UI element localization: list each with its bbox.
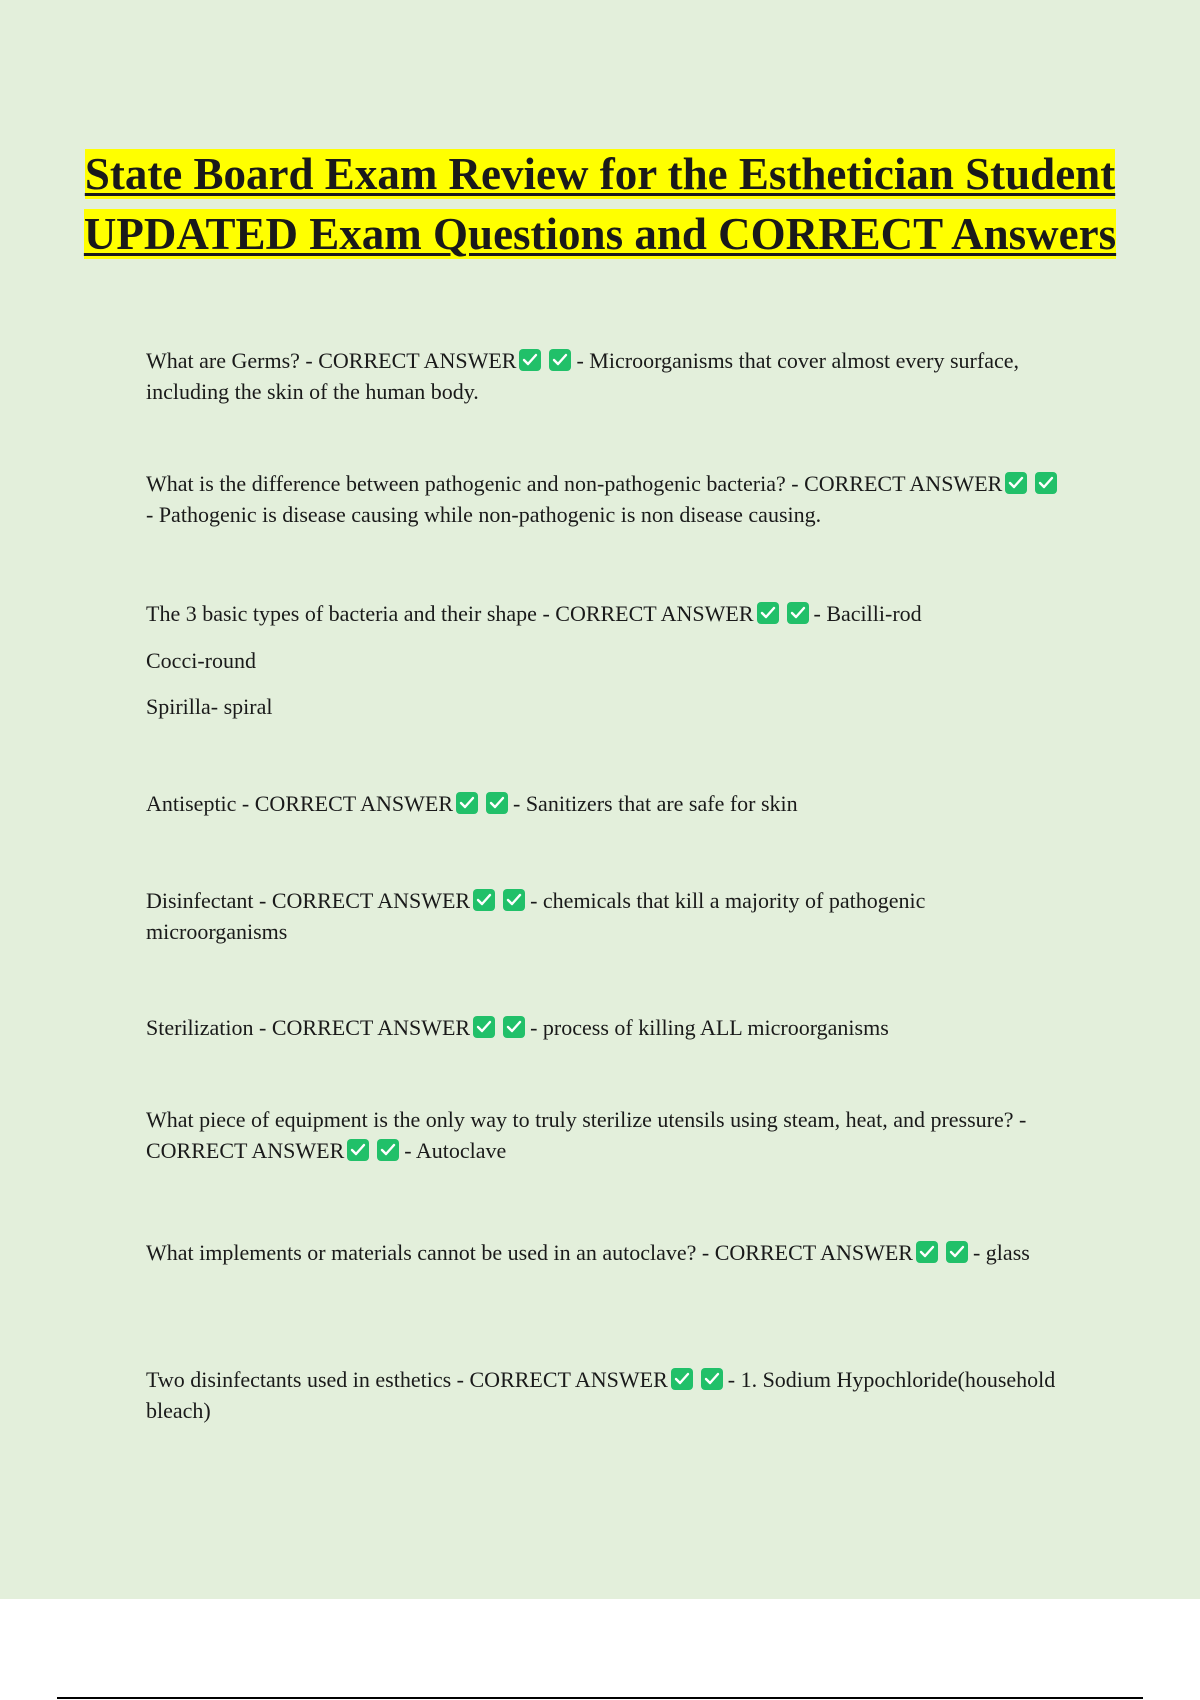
check-icon — [503, 889, 525, 911]
answer-text: - 1. Sodium Hypochloride(household bleach) — [146, 1367, 1056, 1423]
qa-item-3 — [146, 598, 1066, 629]
answer-text: - chemicals that kill a majority of pathogenic microorganisms — [146, 888, 926, 944]
answer-text: - Sanitizers that are safe for skin — [513, 791, 798, 816]
check-icon — [473, 889, 495, 911]
check-icon — [671, 1368, 693, 1390]
qa-item-9 — [146, 1364, 1066, 1426]
qa-item-5 — [146, 885, 1066, 947]
check-icon — [503, 1016, 525, 1038]
question-text: Disinfectant - CORRECT ANSWER — [146, 888, 471, 913]
answer-text: - glass — [972, 1240, 1030, 1265]
check-icon — [916, 1241, 938, 1263]
qa-item-8 — [146, 1237, 1066, 1268]
check-icon — [946, 1241, 968, 1263]
check-icon — [519, 349, 541, 371]
check-icon — [757, 602, 779, 624]
answer-extra-line: Cocci-round — [146, 648, 256, 673]
check-icon — [1035, 472, 1057, 494]
question-text: Two disinfectants used in esthetics - CORRECT ANSWER — [146, 1367, 668, 1392]
check-icon — [787, 602, 809, 624]
answer-text: - Bacilli-rod — [813, 601, 922, 626]
check-icon — [473, 1016, 495, 1038]
check-icon — [347, 1139, 369, 1161]
check-icon — [1005, 472, 1027, 494]
check-icon — [486, 792, 508, 814]
qa-item-4 — [146, 788, 1066, 819]
check-icon — [549, 349, 571, 371]
answer-text: - Microorganisms that cover almost every surface, including the skin of the human body. — [146, 348, 1019, 404]
question-text: What piece of equipment is the only way to truly sterilize utensils using steam, heat, and pressure? - CORRECT ANSWER — [146, 1107, 1027, 1163]
answer-text: - Autoclave — [404, 1138, 507, 1163]
check-icon — [377, 1139, 399, 1161]
question-text: What implements or materials cannot be used in an autoclave? - CORRECT ANSWER — [146, 1240, 913, 1265]
qa-item-7 — [146, 1104, 1066, 1166]
document-title-text: State Board Exam Review for the Esthetician Student UPDATED Exam Questions and CORRECT Answers — [83, 149, 1117, 259]
check-icon — [456, 792, 478, 814]
answer-text: - Pathogenic is disease causing while non-pathogenic is non disease causing. — [146, 502, 822, 527]
document-title — [60, 144, 1140, 264]
qa-item-6 — [146, 1012, 1066, 1043]
question-text: Sterilization - CORRECT ANSWER — [146, 1015, 471, 1040]
check-icon — [701, 1368, 723, 1390]
question-text: Antiseptic - CORRECT ANSWER — [146, 791, 453, 816]
question-text: The 3 basic types of bacteria and their shape - CORRECT ANSWER — [146, 601, 754, 626]
qa-item-2 — [146, 468, 1066, 530]
qa-item-1 — [146, 345, 1066, 407]
answer-text: - process of killing ALL microorganisms — [530, 1015, 889, 1040]
question-text: What is the difference between pathogenic and non-pathogenic bacteria? - CORRECT ANSWER — [146, 471, 1003, 496]
answer-extra-line: Spirilla- spiral — [146, 694, 273, 719]
footer-divider — [57, 1697, 1143, 1699]
question-text: What are Germs? - CORRECT ANSWER — [146, 348, 517, 373]
